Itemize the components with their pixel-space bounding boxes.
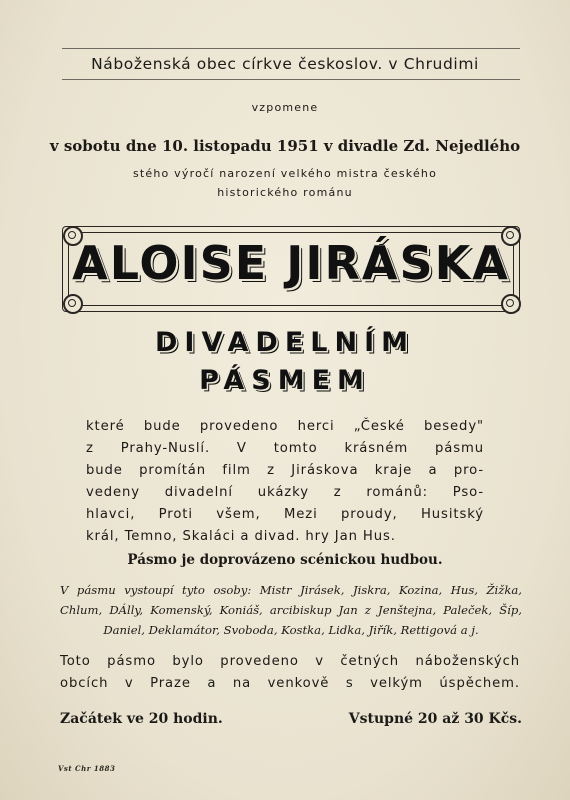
corner-ornament-icon (501, 294, 521, 314)
cast-line: V pásmu vystoupí tyto osoby: Mistr Jirásek, Jiskra, Kozina, Hus, Žižka, (60, 583, 522, 597)
closing-paragraph (60, 651, 520, 695)
cast-list (60, 580, 522, 640)
cast-line: Chlum, DÁlly, Komenský, Koniáš, arcibiskup Jan z Jenštejna, Paleček, Šíp, (60, 603, 522, 617)
description-line: z Prahy-Nuslí. V tomto krásném pásmu (86, 441, 484, 456)
start-time: Začátek ve 20 hodin. (60, 711, 223, 727)
intro-line-remembers: vzpomene (251, 101, 319, 114)
header-rule (62, 79, 520, 80)
closing-line: obcích v Praze a na venkově s velkým úspěchem. (60, 676, 520, 691)
intro-line-anniversary: stého výročí narození velkého mistra českého (132, 167, 438, 180)
author-name-title: ALOISE JIRÁSKA (72, 236, 510, 290)
cast-line: Daniel, Deklamátor, Svoboda, Kostka, Lidka, Jiřík, Rettigová a j. (103, 623, 479, 637)
description-line: hlavci, Proti všem, Mezi proudy, Husitský (86, 507, 484, 522)
intro-line-novel: historického románu (217, 186, 353, 199)
printer-mark: Vst Chr 1883 (58, 764, 116, 773)
description-line: vedeny divadelní ukázky z románů: Pso- (86, 485, 484, 500)
subtitle-line-2: PÁSMEM (199, 365, 371, 396)
closing-line: Toto pásmo bylo provedeno v četných náboženských (60, 654, 520, 669)
top-rule (62, 48, 520, 49)
corner-ornament-icon (63, 294, 83, 314)
admission-price: Vstupné 20 až 30 Kčs. (348, 711, 522, 727)
description-paragraph (86, 416, 484, 548)
subtitle-line-1: DIVADELNÍM (155, 327, 415, 358)
description-line: bude promítán film z Jiráskova kraje a pro- (86, 463, 484, 478)
description-line: král, Temno, Skaláci a divad. hry Jan Hus. (86, 529, 396, 544)
music-note: Pásmo je doprovázeno scénickou hudbou. (127, 552, 443, 568)
event-date-line: v sobotu dne 10. listopadu 1951 v divadle Zd. Nejedlého (49, 137, 521, 155)
description-line: které bude provedeno herci „České besedy" (86, 419, 484, 434)
organization-name: Náboženská obec církve českoslov. v Chrudimi (91, 55, 479, 73)
